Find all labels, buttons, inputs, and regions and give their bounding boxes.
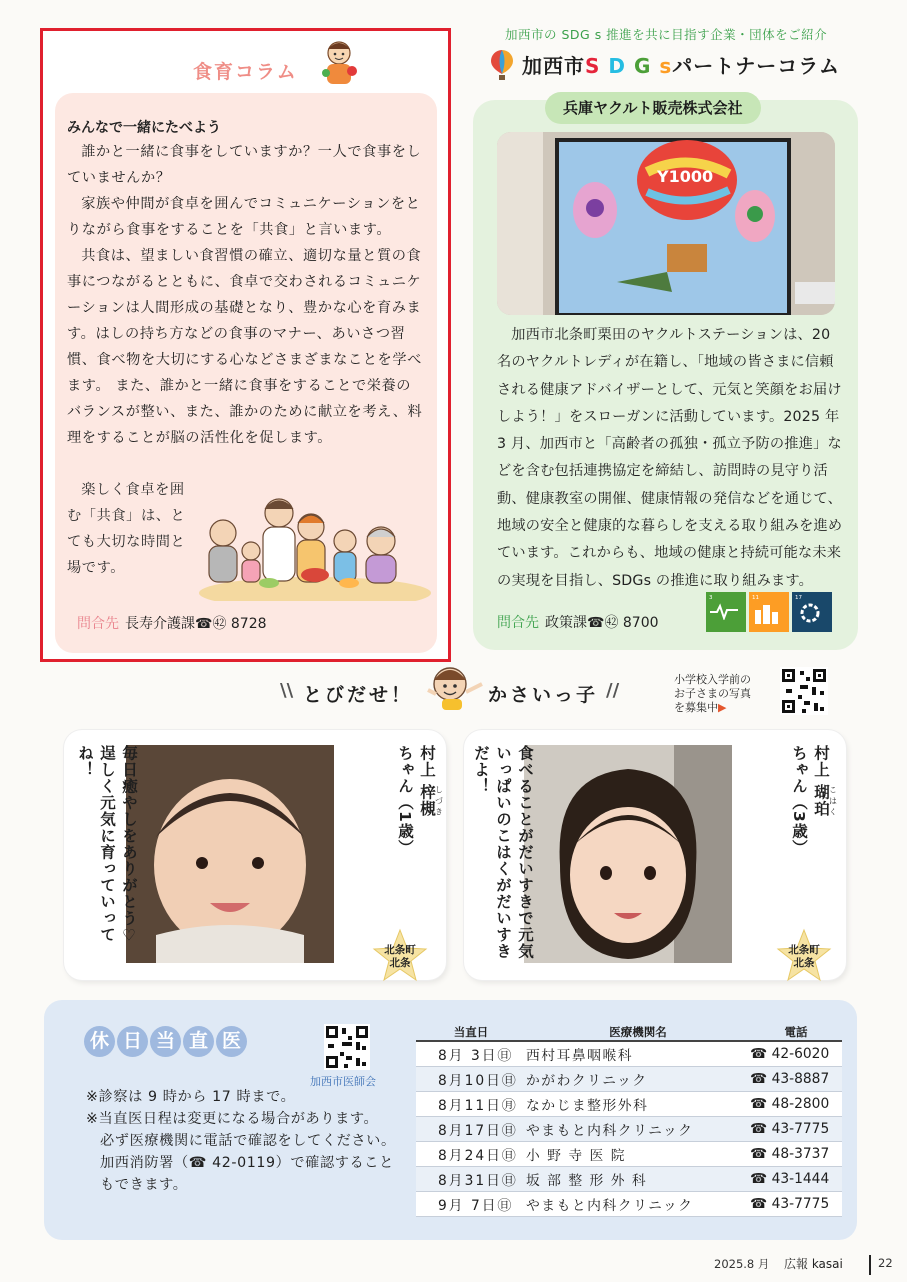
- heartbeat-icon: [709, 602, 739, 620]
- shokuiku-closing: 楽しく食卓を囲む「共食」は、とても大切な時間と場です。: [67, 482, 186, 576]
- table-row: [416, 1141, 842, 1166]
- clinic-tel: ☎ 42-6020: [750, 1041, 842, 1066]
- title-char: 当: [150, 1026, 181, 1057]
- clinic-tel: ☎ 48-3737: [750, 1141, 842, 1166]
- sdg-goal-number: 11: [752, 595, 759, 601]
- child-photo: [126, 745, 334, 963]
- area-town: 北条町: [384, 944, 416, 956]
- yakult-station-photo: [497, 132, 835, 315]
- contact-text: 政策課☎㊷ 8700: [545, 615, 659, 631]
- table-row: [416, 1091, 842, 1116]
- clinic-name: やまもと内科クリニック: [526, 1191, 750, 1216]
- duty-date: 8月31日㊐: [416, 1166, 526, 1191]
- clinic-tel: ☎ 43-7775: [750, 1116, 842, 1141]
- photo-recruit-note: [674, 673, 751, 715]
- balloon-logo-icon: [489, 48, 515, 82]
- shokuiku-title: 食育コラム: [193, 61, 298, 83]
- shokuiku-paragraph: 共食は、望ましい食習慣の確立、適切な量と質の食事につながるとともに、食卓で交わされるコミュニケーションは人間形成の基礎となり、豊かな心を育みます。はしの持ち方などの食事のマナー、あいさつ習慣、食べ物を大切にする心などさまざまなことを学べます。 また、誰かと一緒に食事をすることで栄養のバランスが整い、また、誰かのために献立を考え、料理をすることが脳の活性化を促します。: [67, 248, 423, 446]
- sdgs-title-suffix: パートナーコラム: [672, 54, 841, 78]
- footer-divider: [869, 1255, 871, 1275]
- photo-sign-text: Y1000: [657, 167, 714, 186]
- child-age: ちゃん（1歳）: [396, 745, 414, 856]
- child-message: 食べることがだいすきで元気いっぱいのこはくがだいすきだよ！: [472, 745, 534, 960]
- title-char: 日: [117, 1026, 148, 1057]
- note-confirm: 必ず医療機関に電話で確認をしてください。加西消防署（☎ 42-0119）で確認することもできます。: [100, 1133, 396, 1193]
- child-name-ruby: しづき: [434, 784, 444, 818]
- girl-photo-image: [524, 745, 732, 963]
- sdgs-tagline: 加西市の SDG s 推進を共に目指す企業・団体をご紹介: [505, 27, 828, 42]
- duty-date: 8月11日㊊: [416, 1091, 526, 1116]
- shokuiku-paragraph: 誰かと一緒に食事をしていますか？一人で食事をしていませんか？: [67, 144, 422, 186]
- header-clinic: 医療機関名: [526, 1024, 750, 1041]
- duty-date: 8月10日㊐: [416, 1066, 526, 1091]
- sdg-goal-17-icon: [792, 592, 832, 632]
- sdgs-letter-s2: s: [659, 54, 673, 78]
- clinic-name: なかじま整形外科: [526, 1091, 750, 1116]
- shokuiku-heading: みんなで一緒にたべよう: [67, 120, 221, 136]
- child-age: ちゃん（3歳）: [790, 745, 808, 856]
- clinic-name: かがわクリニック: [526, 1066, 750, 1091]
- area-district: 北条: [793, 957, 815, 969]
- clinic-tel: ☎ 48-2800: [750, 1091, 842, 1116]
- title-char: 休: [84, 1026, 115, 1057]
- holiday-doctor-title: [84, 1026, 247, 1057]
- child-photo: [524, 745, 732, 963]
- baby-photo-image: [126, 745, 334, 963]
- sdg-goal-number: 17: [795, 595, 802, 601]
- city-icon: [752, 602, 782, 624]
- qr-caption: 加西市医師会: [310, 1075, 376, 1088]
- title-char: 医: [216, 1026, 247, 1057]
- clinic-name: 坂 部 整 形 外 科: [526, 1166, 750, 1191]
- recruit-line: を募集中: [674, 701, 718, 714]
- duty-date: 8月24日㊐: [416, 1141, 526, 1166]
- child-surname: 村上: [418, 745, 436, 785]
- child-given-name: 梓槻: [418, 784, 436, 818]
- clinic-tel: ☎ 43-7775: [750, 1191, 842, 1216]
- qr-code-recruit[interactable]: [780, 667, 828, 715]
- child-name: [394, 745, 443, 925]
- cook-character-icon: [319, 37, 359, 89]
- kids-title-part2: かさいっ子: [488, 684, 599, 706]
- sdg-goal-11-icon: [749, 592, 789, 632]
- company-name: 兵庫ヤクルト販売株式会社: [545, 92, 761, 124]
- duty-date: 9月 7日㊐: [416, 1191, 526, 1216]
- child-surname: 村上: [812, 745, 830, 785]
- balloon-drawing-image: [497, 132, 835, 315]
- table-row: [416, 1166, 842, 1191]
- title-char: 直: [183, 1026, 214, 1057]
- table-header-row: [416, 1024, 842, 1041]
- child-name-ruby: こはく: [828, 784, 838, 818]
- clinic-name: 小 野 寺 医 院: [526, 1141, 750, 1166]
- sdgs-title: [522, 50, 840, 79]
- shokuiku-contact: [77, 613, 267, 633]
- jumping-kid-icon: [424, 662, 486, 712]
- area-star-badge: [776, 928, 832, 984]
- sdgs-letter-g: G: [633, 54, 652, 78]
- sdgs-contact: [497, 612, 659, 632]
- holiday-notes: [86, 1086, 408, 1196]
- duty-doctor-table: [416, 1024, 842, 1217]
- table-row: [416, 1191, 842, 1216]
- note-hours: ※診察は 9 時から 17 時まで。: [86, 1089, 296, 1105]
- duty-date: 8月 3日㊐: [416, 1041, 526, 1066]
- shokuiku-column: [40, 28, 451, 662]
- shokuiku-body: [67, 139, 423, 451]
- sdgs-letter-d: D: [608, 54, 626, 78]
- header-tel: 電話: [750, 1024, 842, 1041]
- qr-code-medical-association[interactable]: [324, 1024, 370, 1070]
- contact-label: 問合先: [77, 616, 119, 632]
- recruit-line: 小学校入学前の: [674, 673, 751, 686]
- child-name: [788, 745, 837, 925]
- area-district: 北条: [389, 957, 411, 969]
- table-row: [416, 1041, 842, 1066]
- contact-text: 長寿介護課☎㊷ 8728: [125, 616, 267, 632]
- sdg-goal-3-icon: [706, 592, 746, 632]
- clinic-name: 西村耳鼻咽喉科: [526, 1041, 750, 1066]
- recruit-line: お子さまの写真: [674, 687, 751, 700]
- child-message: 毎日癒やしをありがとう♡逞しく元気に育っていってね！: [76, 745, 138, 946]
- clinic-tel: ☎ 43-1444: [750, 1166, 842, 1191]
- partnership-flower-icon: [795, 602, 825, 624]
- arrow-right-icon: ▶: [718, 701, 727, 714]
- header-date: 当直日: [416, 1024, 526, 1041]
- page-number: 22: [878, 1256, 893, 1270]
- header-slash-right: //: [606, 680, 620, 701]
- table-row: [416, 1116, 842, 1141]
- area-star-badge: [372, 928, 428, 984]
- area-town: 北条町: [788, 944, 820, 956]
- note-schedule: ※当直医日程は変更になる場合があります。: [86, 1111, 379, 1127]
- sdgs-body: 加西市北条町栗田のヤクルトステーションは、20 名のヤクルトレディが在籍し、「地域の皆さまに信頼される健康アドバイザーとして、元気と笑顔をお届けしよう！」をスローガンに活動しています。2025 年 3 月、加西市と「高齢者の孤独・孤立予防の推進」などを含む包括連携協定を締結し、訪問時の見守り活動、健康教室の開催、健康情報の発信などを通じて、地域の安全と健康的な暮らしを支える取り組みを進めています。これからも、地域の健康と持続可能な未来の実現を目指し、SDGs の推進に取り組みます。: [497, 327, 843, 589]
- sdgs-letter-s: S: [585, 54, 601, 78]
- family-meal-illustration: [199, 471, 431, 601]
- sdg-goal-number: 3: [709, 595, 713, 601]
- shokuiku-paragraph: 家族や仲間が食卓を囲んでコミュニケーションをとりながら食事をすることを「共食」と言います。: [67, 196, 421, 238]
- table-row: [416, 1066, 842, 1091]
- clinic-tel: ☎ 43-8887: [750, 1066, 842, 1091]
- child-given-name: 瑚珀: [812, 784, 830, 818]
- contact-label: 問合先: [497, 615, 539, 631]
- kids-title-part1: とびだせ！: [303, 684, 414, 706]
- sdgs-title-prefix: 加西市: [522, 54, 585, 78]
- publication-name: 広報 kasai: [784, 1257, 843, 1271]
- duty-date: 8月17日㊐: [416, 1116, 526, 1141]
- header-slash-left: \\: [280, 680, 294, 701]
- clinic-name: やまもと内科クリニック: [526, 1116, 750, 1141]
- issue-date: 2025.8 月: [714, 1257, 770, 1271]
